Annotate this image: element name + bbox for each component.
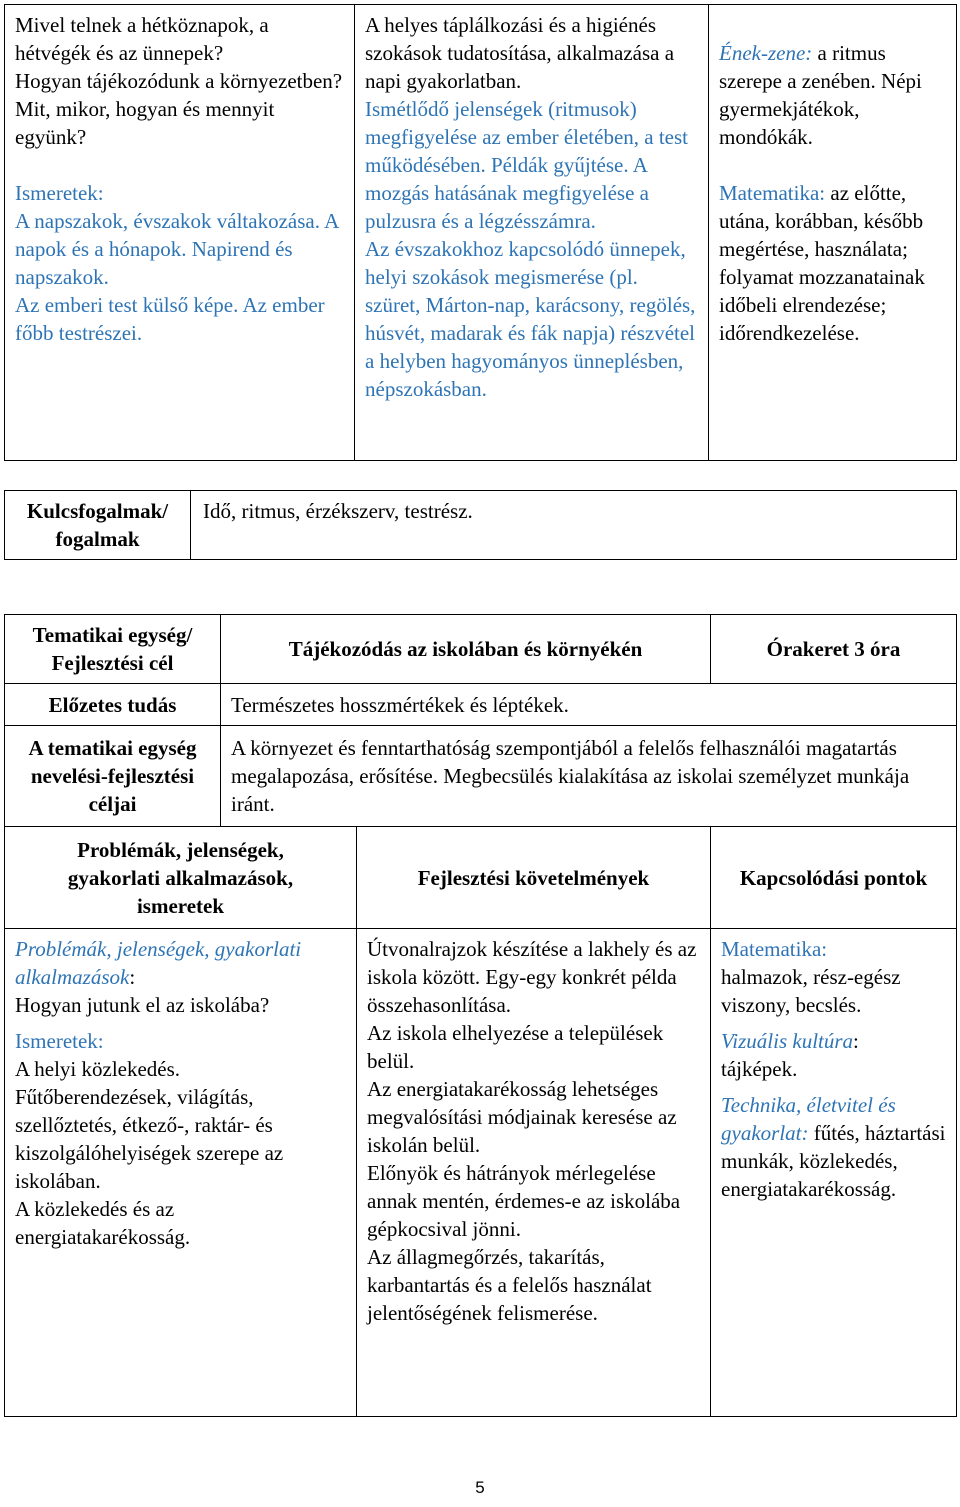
problems-text: Hogyan jutunk el az iskolába? [15,993,270,1017]
content-col-problems [5,929,357,1417]
requirement-line-2: Ismétlődő jelenségek (ritmusok) megfigyelése az ember életében, a test működésében. Példák gyűjtése. A mozgás hatásának megfigyelése a pulzusra és a légzésszámra. [365,97,688,233]
prior-knowledge-value: Természetes hosszmértékek és léptékek. [221,684,957,726]
top-col-problems [5,5,355,461]
link-music-label: Ének-zene: [719,41,813,65]
page-number: 5 [475,1478,485,1497]
link-visual [721,1027,946,1055]
problems-label: Problémák, jelenségek, gyakorlati alkalmazások [15,937,302,989]
link-tech [721,1091,946,1203]
requirement-item-2: Az iskola elhelyezése a települések belül. [367,1021,664,1073]
knowledge-item-2: Fűtőberendezések, világítás, szellőztetés, étkező-, raktár- és kiszolgálóhelyiségek szerepe az iskolában. [15,1085,284,1193]
knowledge-heading: Ismeretek: [15,181,104,205]
content-table [4,826,957,1417]
link-music [719,39,946,151]
unit-title: Tájékozódás az iskolában és környékén [221,615,711,684]
link-math-text: az előtte, utána, korábban, később megértése, használata; folyamat mozzanatainak időbeli elrendezése; időrendkezelése. [719,181,925,345]
requirement-item-3: Az energiatakarékosság lehetséges megvalósítási módjainak keresése az iskolán belül. [367,1077,677,1157]
goals-value: A környezet és fenntarthatóság szempontjából a felelős felhasználói magatartás megalapozása, erősítése. Megbecsülés kialakítása az iskolai személyzet munkája iránt. [221,726,957,827]
goals-label: A tematikai egység nevelési-fejlesztési céljai [5,726,221,827]
header-links: Kapcsolódási pontok [711,827,957,929]
unit-label: Tematikai egység/ Fejlesztési cél [5,615,221,684]
link-tech-text: fűtés, háztartási munkák, közlekedés, energiatakarékosság. [721,1121,946,1201]
requirement-item-4: Előnyök és hátrányok mérlegelése annak mentén, érdemes-e az iskolába gépkocsival jönni. [367,1161,681,1241]
knowledge-item-1: A helyi közlekedés. [15,1057,181,1081]
knowledge-item-1: A napszakok, évszakok váltakozása. A napok és a hónapok. Napirend és napszakok. [15,209,339,289]
question-3: Mit, mikor, hogyan és mennyit együnk? [15,97,275,149]
key-concepts-value: Idő, ritmus, érzékszerv, testrész. [191,491,957,560]
link-visual-text: tájképek. [721,1057,798,1081]
link-math [719,179,946,347]
header-requirements: Fejlesztési követelmények [357,827,711,929]
requirement-line-3: Az évszakokhoz kapcsolódó ünnepek, helyi szokások megismerése (pl. szüret, Márton-nap, karácsony, regölés, húsvét, madarak és fák napja) részvétel a helyben hagyományos ünneplésben, népszokásban. [365,237,696,401]
requirement-item-1: Útvonalrajzok készítése a lakhely és az iskola között. Egy-egy konkrét példa összehasonlítása. [367,937,697,1017]
link-visual-colon: : [853,1029,859,1053]
knowledge-item-2: Az emberi test külső képe. Az ember főbb testrészei. [15,293,325,345]
prior-knowledge-label: Előzetes tudás [5,684,221,726]
link-math-label: Matematika: [721,937,828,961]
key-concepts-table [4,490,957,560]
question-2: Hogyan tájékozódunk a környezetben? [15,69,343,93]
key-concepts-label: Kulcsfogalmak/ fogalmak [5,491,191,560]
requirement-line-1: A helyes táplálkozási és a higiénés szokások tudatosítása, alkalmazása a napi gyakorlatban. [365,13,675,93]
top-col-requirements [355,5,709,461]
problems-colon: : [129,965,136,989]
unit-table [4,614,957,827]
question-1: Mivel telnek a hétköznapok, a hétvégék és az ünnepek? [15,13,269,65]
time-frame: Órakeret 3 óra [711,615,957,684]
knowledge-label: Ismeretek: [15,1029,104,1053]
top-table [4,4,957,461]
requirement-item-5: Az állagmegőrzés, takarítás, karbantartás és a felelős használat jelentőségének felismerése. [367,1245,652,1325]
top-col-links [709,5,957,461]
knowledge-item-3: A közlekedés és az energiatakarékosság. [15,1197,191,1249]
header-problems: Problémák, jelenségek, gyakorlati alkalmazások, ismeretek [5,827,357,929]
link-math-label: Matematika: [719,181,826,205]
content-col-links [711,929,957,1417]
link-music-text: a ritmus szerepe a zenében. Népi gyermekjátékok, mondókák. [719,41,922,149]
problems-block [15,935,346,991]
link-math-text: halmazok, rész-egész viszony, becslés. [721,965,901,1017]
link-tech-label: Technika, életvitel és gyakorlat: [721,1093,896,1145]
content-col-requirements [357,929,711,1417]
link-visual-label: Vizuális kultúra [721,1029,854,1053]
